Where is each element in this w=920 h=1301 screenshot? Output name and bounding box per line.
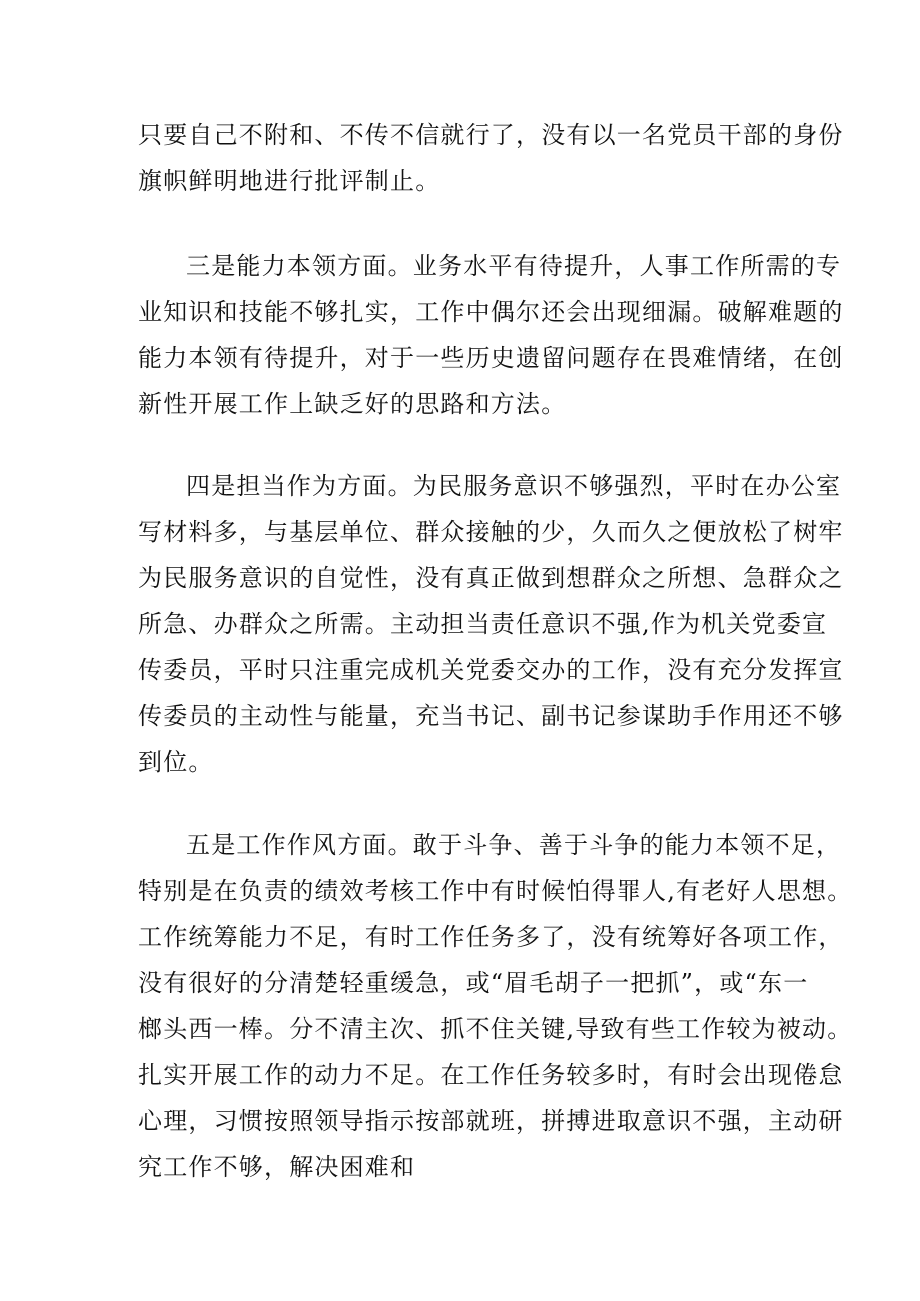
text-line: 榔头西一棒。分不清主次、抓不住关键,导致有些工作较为被动。 <box>138 1015 853 1043</box>
text-line: 能力本领有待提升，对于一些历史遗留问题存在畏难情绪，在创 <box>138 344 844 372</box>
text-line: 心理，习惯按照领导指示按部就班，拼搏进取意识不强，主动研 <box>138 1107 844 1135</box>
paragraph-work-style <box>138 822 853 1190</box>
text-line: 没有很好的分清楚轻重缓急，或“眉毛胡子一把抓”，或“东一 <box>138 969 809 997</box>
text-line: 工作统筹能力不足，有时工作任务多了，没有统筹好各项工作， <box>138 923 844 951</box>
paragraph-continuation <box>138 112 844 204</box>
text-line: 四是担当作为方面。为民服务意识不够强烈，平时在办公室 <box>186 472 842 500</box>
paragraph-responsibility <box>138 463 844 785</box>
text-line: 写材料多，与基层单位、群众接触的少，久而久之便放松了树牢 <box>138 518 844 546</box>
text-line: 五是工作作风方面。敢于斗争、善于斗争的能力本领不足， <box>186 831 842 859</box>
text-line: 究工作不够，解决困难和 <box>138 1153 416 1181</box>
text-line: 三是能力本领方面。业务水平有待提升，人事工作所需的专 <box>186 252 842 280</box>
text-line: 只要自己不附和、不传不信就行了，没有以一名党员干部的身份 <box>138 121 844 149</box>
text-line: 业知识和技能不够扎实，工作中偶尔还会出现细漏。破解难题的 <box>138 298 844 326</box>
text-line: 为民服务意识的自觉性，没有真正做到想群众之所想、急群众之 <box>138 564 844 592</box>
text-line: 传委员的主动性与能量，充当书记、副书记参谋助手作用还不够 <box>138 702 844 730</box>
text-line: 所急、办群众之所需。主动担当责任意识不强,作为机关党委宣 <box>138 610 828 638</box>
text-line: 新性开展工作上缺乏好的思路和方法。 <box>138 390 567 418</box>
paragraph-ability <box>138 243 844 427</box>
text-line: 特别是在负责的绩效考核工作中有时候怕得罪人,有老好人思想。 <box>138 877 853 905</box>
text-line: 传委员，平时只注重完成机关党委交办的工作，没有充分发挥宣 <box>138 656 844 684</box>
text-line: 旗帜鲜明地进行批评制止。 <box>138 167 441 195</box>
text-line: 到位。 <box>138 748 214 776</box>
text-line: 扎实开展工作的动力不足。在工作任务较多时，有时会出现倦怠 <box>138 1061 844 1089</box>
